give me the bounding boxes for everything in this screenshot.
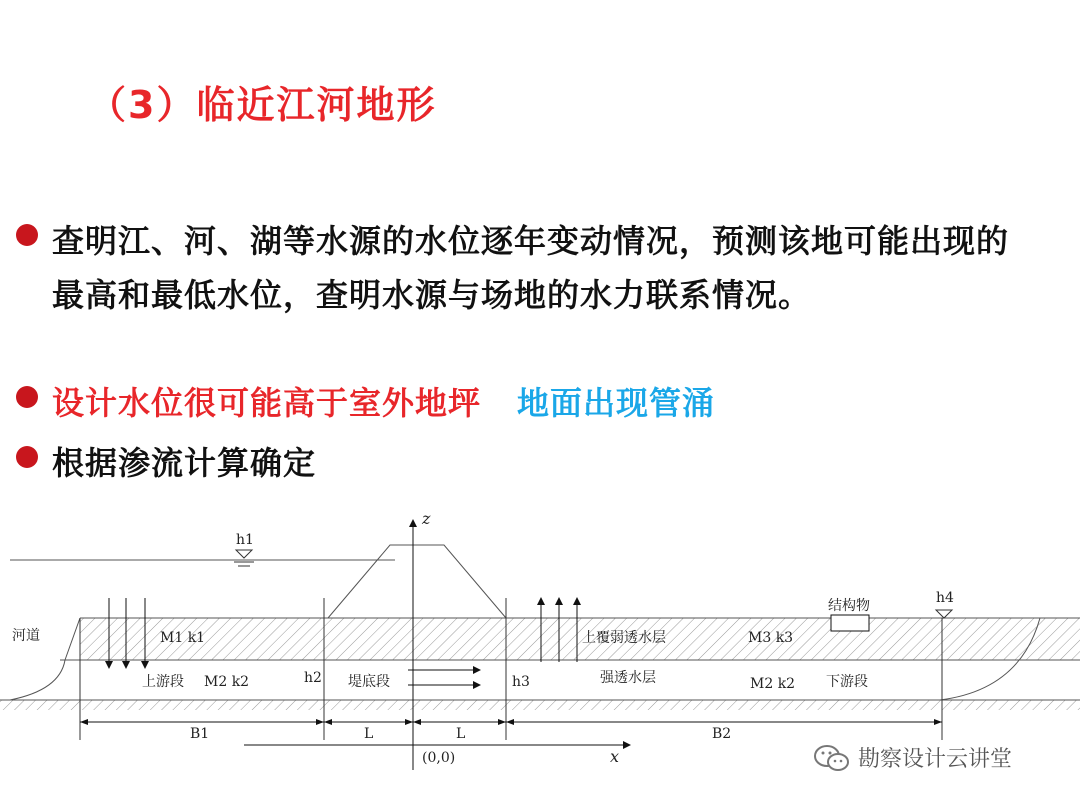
- strong-layer-label: 强透水层: [600, 670, 656, 686]
- origin-label: (0,0): [422, 750, 456, 766]
- m1k1-label: M1 k1: [160, 630, 206, 646]
- cover-layer: [80, 618, 1080, 660]
- river-label: 河道: [12, 628, 40, 644]
- embankment-label: 堤底段: [348, 674, 390, 690]
- cover-layer-label: 上覆弱透水层: [582, 630, 666, 646]
- h4-label: h4: [936, 590, 954, 606]
- l-left-label: L: [364, 726, 374, 742]
- bullet-text: 查明江、河、湖等水源的水位逐年变动情况，预测该地可能出现的最高和最低水位，查明水源与场地的水力联系情况。: [52, 222, 1010, 314]
- impermeable-base: [0, 700, 1080, 710]
- m2k2-right-label: M2 k2: [750, 676, 796, 692]
- wechat-icon: [812, 743, 852, 773]
- embankment-outline: [328, 545, 506, 618]
- bullet-seepage: [16, 436, 316, 490]
- h1-triangle: [236, 550, 252, 558]
- bullet-water-level: [16, 214, 1036, 322]
- watermark: [812, 742, 1012, 773]
- h2-label: h2: [304, 670, 322, 686]
- piping-text: 地面出现管涌: [517, 384, 716, 422]
- bullet-dot: [16, 446, 38, 468]
- horizontal-flow-arrows: [408, 670, 480, 685]
- structure-label: 结构物: [828, 598, 870, 614]
- design-level-text: 设计水位很可能高于室外地坪: [52, 384, 482, 422]
- x-axis-label: x: [610, 747, 620, 766]
- b1-label: B1: [190, 726, 210, 742]
- bullet-design-level: [16, 376, 715, 430]
- bullet-dot: [16, 224, 38, 246]
- z-axis-label: z: [422, 509, 431, 528]
- b2-label: B2: [712, 726, 732, 742]
- h4-triangle: [936, 610, 952, 618]
- bullet-dot: [16, 386, 38, 408]
- structure-box: [831, 615, 869, 631]
- watermark-text: 勘察设计云讲堂: [858, 747, 1013, 772]
- bullet-text: 根据渗流计算确定: [52, 444, 317, 482]
- h1-label: h1: [236, 532, 254, 548]
- bullet-text: [52, 376, 715, 430]
- m3k3-label: M3 k3: [748, 630, 794, 646]
- upstream-label: 上游段: [142, 674, 184, 690]
- downstream-label: 下游段: [826, 674, 868, 690]
- m2k2-left-label: M2 k2: [204, 674, 250, 690]
- h3-label: h3: [512, 674, 530, 690]
- seepage-diagram: [0, 505, 1080, 780]
- l-right-label: L: [456, 726, 466, 742]
- slide-title: （3）临近江河地形: [88, 83, 437, 127]
